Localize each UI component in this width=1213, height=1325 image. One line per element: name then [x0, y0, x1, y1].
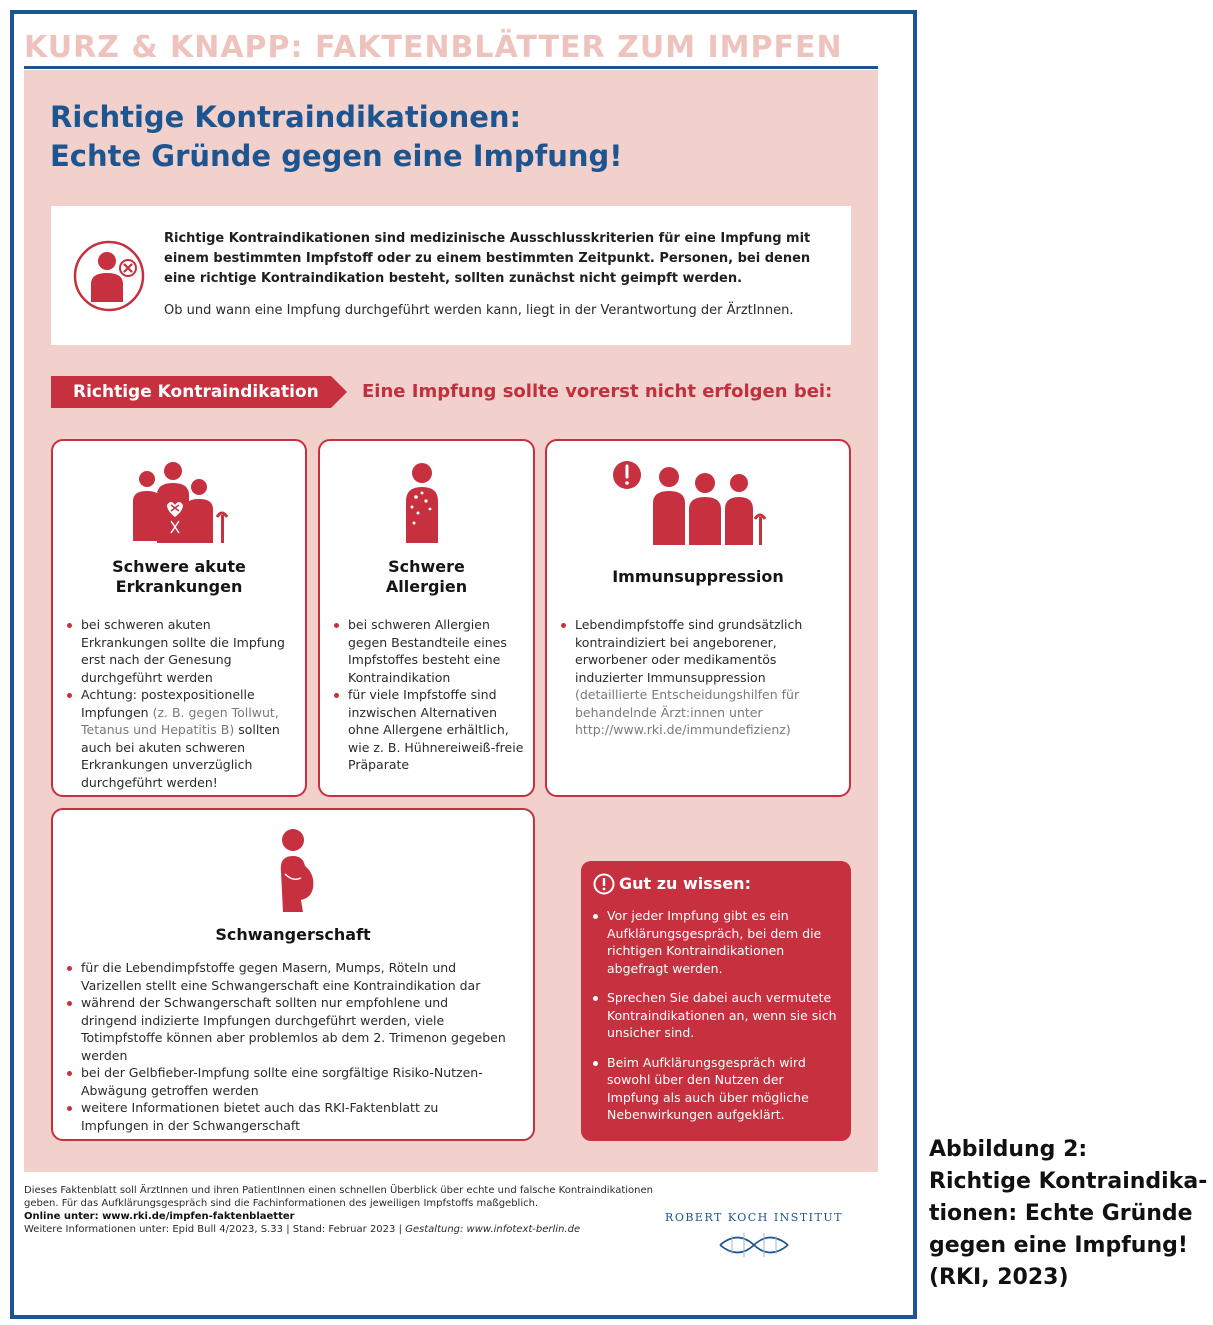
card-allergies [318, 439, 535, 797]
caption-line-4: gegen eine Impfung! [929, 1233, 1188, 1258]
card-title-immunosuppression: Immunsuppression [612, 567, 784, 586]
card-pregnancy [51, 808, 535, 1141]
acute-bullet-list [67, 616, 297, 791]
footer-more-info [24, 1223, 684, 1236]
good-to-know-box [581, 861, 851, 1141]
footer [24, 1184, 684, 1236]
good-to-know-list [593, 907, 837, 1136]
caption-line-3: tionen: Echte Gründe [929, 1201, 1193, 1226]
rki-logo [664, 1211, 844, 1266]
title-line-1: Richtige Kontraindikationen: [50, 100, 522, 134]
page-title [50, 98, 850, 176]
list-item [561, 616, 841, 739]
rki-logo-mark-icon [714, 1228, 794, 1262]
good-to-know-title: Gut zu wissen: [619, 874, 751, 893]
card-title-acute [53, 557, 305, 597]
card-title-allergies [320, 557, 533, 597]
card-title-allergies-line-2: Allergien [385, 577, 468, 596]
footer-disclaimer: Dieses Faktenblatt soll ÄrztInnen und ihren PatientInnen einen schnellen Überblick über echte und falsche Kontraindikationen geben. Für das Aufklärungsgespräch sind die Fachinformationen des jeweiligen Impfstoffs maßgeblich. [24, 1185, 653, 1209]
card-title-allergies-line-1: Schwere [388, 557, 465, 576]
list-item [67, 616, 297, 686]
footer-source: Weitere Informationen unter: Epid Bull 4/2023, S.33 | Stand: Februar 2023 | [24, 1224, 406, 1235]
rki-logo-name: ROBERT KOCH INSTITUT [665, 1211, 843, 1224]
footer-design-credit: Gestaltung: www.infotext-berlin.de [405, 1224, 581, 1235]
list-item: bei schweren Allergien gegen Bestandteile eines Impfstoffes besteht eine Kontraindikation [334, 616, 526, 686]
kicker-rule [24, 66, 878, 69]
footer-online-link[interactable]: Online unter: www.rki.de/impfen-faktenblaetter [24, 1211, 295, 1222]
figure-caption [929, 1134, 1209, 1294]
pregnancy-bullet-list [67, 959, 507, 1134]
caption-line-1: Abbildung 2: [929, 1137, 1088, 1162]
pregnant-woman-icon [273, 828, 317, 914]
intro-box [51, 206, 851, 345]
acute-bullet-2b: sollten auch bei akuten schweren Erkrankungen unverzüglich durchgeführt werden! [81, 722, 280, 790]
ribbon-caption: Eine Impfung sollte vorerst nicht erfolgen bei: [362, 381, 833, 402]
list-item [67, 686, 297, 791]
list-item: für die Lebendimpfstoffe gegen Masern, Mumps, Röteln und Varizellen stellt eine Schwangerschaft eine Kontraindikation dar [67, 959, 507, 994]
list-item: bei der Gelbfieber-Impfung sollte eine sorgfältige Risiko-Nutzen-Abwägung getroffen werden [67, 1064, 507, 1099]
intro-definition: Richtige Kontraindikationen sind medizinische Ausschlusskriterien für eine Impfung mit einem bestimmten Impfstoff oder zu einem bestimmten Zeitpunkt. Personen, bei denen eine richtige Kontraindikation besteht, sollten zunächst nicht geimpft werden. [164, 231, 811, 286]
title-line-2: Echte Gründe gegen eine Impfung! [50, 139, 623, 173]
allergy-bullet-list [334, 616, 526, 774]
card-title-pregnancy: Schwangerschaft [215, 925, 371, 944]
immune-bullet-1: Lebendimpfstoffe sind grundsätzlich kontraindiziert bei angeborener, erworbener oder medikamentös induzierter Immunsuppression [575, 617, 803, 685]
card-immunosuppression [545, 439, 851, 797]
list-item: Vor jeder Impfung gibt es ein Aufklärungsgespräch, bei dem die richtigen Kontraindikationen abgefragt werden. [593, 907, 837, 977]
list-item: für viele Impfstoffe sind inzwischen Alternativen ohne Allergene erhältlich, wie z. B. Hühnereiweiß-freie Präparate [334, 686, 526, 774]
caption-line-2: Richtige Kontraindika- [929, 1169, 1208, 1194]
kicker-heading: KURZ & KNAPP: FAKTENBLÄTTER ZUM IMPFEN [24, 30, 843, 65]
allergy-person-icon [404, 461, 444, 545]
immune-bullet-1-muted: (detaillierte Entscheidungshilfen für behandelnde Ärzt:innen unter http://www.rki.de/immundefizienz) [575, 687, 800, 737]
caption-line-5: (RKI, 2023) [929, 1265, 1069, 1290]
list-item: weitere Informationen bietet auch das RKI-Faktenblatt zu Impfungen in der Schwangerschaft [67, 1099, 507, 1134]
list-item: Beim Aufklärungsgespräch wird sowohl über den Nutzen der Impfung als auch über mögliche Nebenwirkungen aufgeklärt. [593, 1054, 837, 1124]
card-title-acute-line-2: Erkrankungen [115, 577, 243, 596]
card-title-acute-line-1: Schwere akute [112, 557, 246, 576]
sick-people-icon [127, 461, 231, 545]
intro-responsibility: Ob und wann eine Impfung durchgeführt werden kann, liegt in der Verantwortung der ÄrztInnen. [164, 303, 794, 318]
immunosuppression-people-icon [611, 461, 771, 547]
list-item: während der Schwangerschaft sollten nur empfohlene und dringend indizierte Impfungen durchgeführt werden, viele Totimpfstoffe können aber problemlos ab dem 2. Trimenon gegeben werden [67, 994, 507, 1064]
card-acute-illness [51, 439, 307, 797]
exclamation-icon [593, 873, 615, 895]
ribbon-label: Richtige Kontraindikation [73, 382, 319, 402]
acute-bullet-2-muted: (z. B. gegen Tollwut, Tetanus und Hepatitis B) [81, 704, 279, 737]
person-with-x-icon [73, 240, 145, 312]
acute-bullet-2a: Achtung: postexpositionelle Impfungen [81, 687, 255, 720]
list-item: Sprechen Sie dabei auch vermutete Kontraindikationen an, wenn sie sich unsicher sind. [593, 989, 837, 1042]
immune-bullet-list [561, 616, 841, 739]
acute-bullet-1: bei schweren akuten Erkrankungen sollte die Impfung erst nach der Genesung durchgeführt werden [81, 617, 285, 685]
